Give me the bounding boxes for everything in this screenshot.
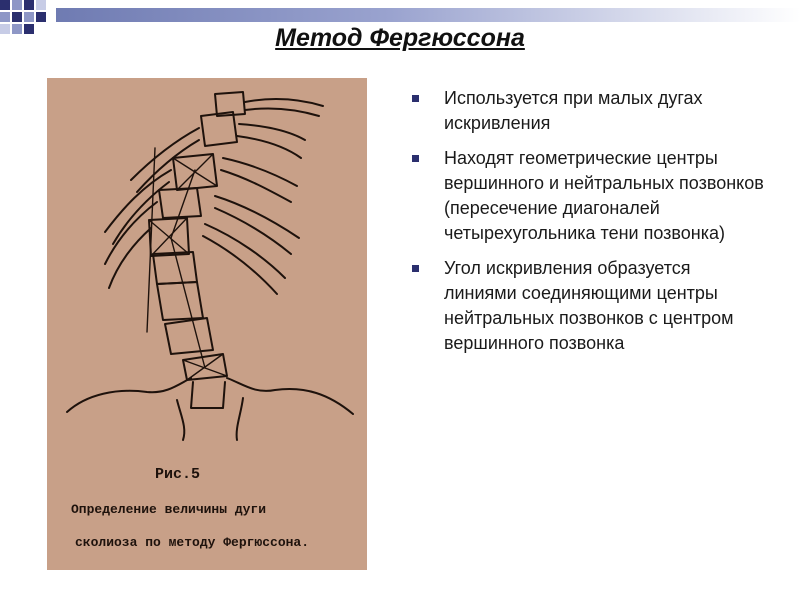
bullet-text: Угол искривления образуется линиями соединяющими центры нейтральных позвонков с центром вершинного позвонка: [444, 258, 734, 353]
square-bullet-icon: [412, 265, 419, 272]
bullet-list: [412, 86, 764, 366]
measurement-lines: [147, 148, 227, 380]
bullet-text: Находят геометрические центры вершинного и нейтральных позвонков (пересечение диагоналей четырехугольника тени позвонка): [444, 148, 764, 243]
spine-xray-drawing: [47, 78, 367, 570]
bullet-item: [412, 256, 764, 356]
figure-caption-line2: сколиоза по методу Фергюссона.: [75, 535, 310, 550]
bullet-item: [412, 146, 764, 246]
spine-figure: [47, 78, 367, 570]
square-bullet-icon: [412, 155, 419, 162]
ribs-right: [203, 99, 323, 294]
figure-caption-line1: Определение величины дуги: [71, 502, 267, 517]
slide-title: Метод Фергюссона: [275, 24, 525, 52]
square-bullet-icon: [412, 95, 419, 102]
figure-number: Рис.5: [155, 466, 201, 483]
bullet-item: [412, 86, 764, 136]
pelvis: [67, 378, 353, 440]
bullet-text: Используется при малых дугах искривления: [444, 88, 703, 133]
